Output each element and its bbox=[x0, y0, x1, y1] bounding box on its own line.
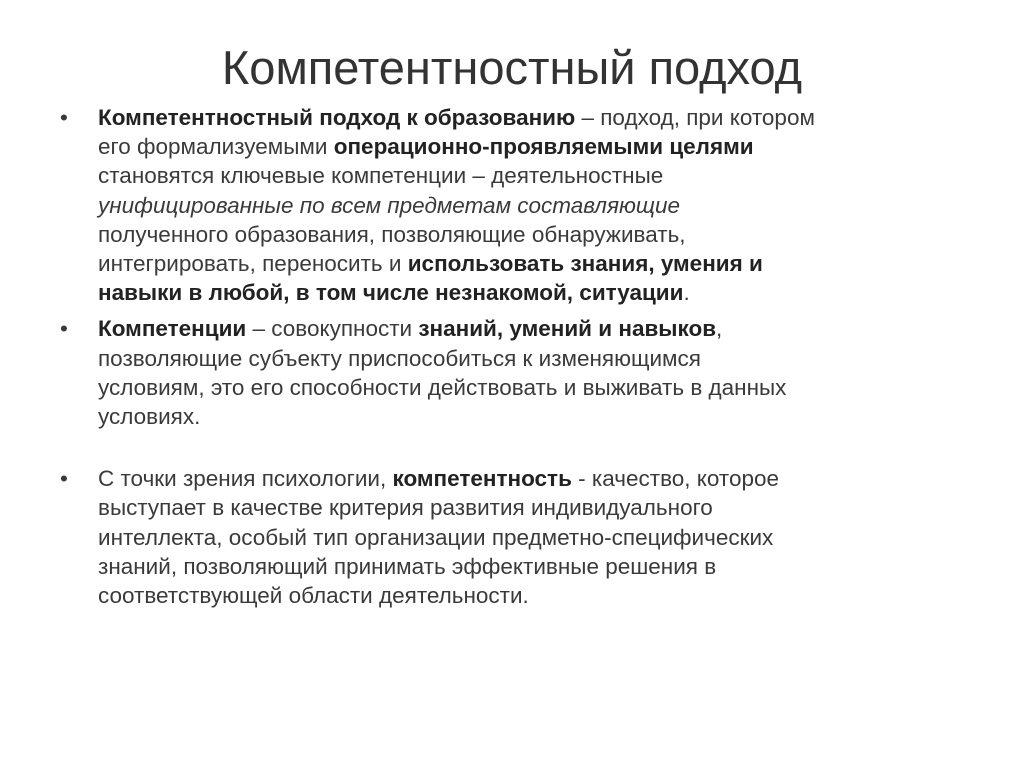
text-run: интегрировать, переносить и bbox=[98, 251, 408, 277]
bullet-item bbox=[60, 103, 960, 307]
text-run: - качество, которое bbox=[571, 466, 780, 492]
bullet-marker: • bbox=[60, 316, 68, 342]
slide-title: Компетентностный подход bbox=[221, 41, 803, 94]
text-run: – подход, при котором bbox=[575, 105, 815, 130]
text-line bbox=[98, 278, 960, 307]
text-line bbox=[98, 581, 960, 610]
bold-text-run: навыки в любой, в том числе незнакомой, ситуации bbox=[98, 280, 684, 306]
bullet-marker: • bbox=[60, 466, 68, 492]
text-line bbox=[98, 103, 960, 132]
text-line bbox=[98, 220, 960, 249]
bold-text-run: компетентность bbox=[392, 466, 572, 492]
bullet-text bbox=[98, 103, 960, 307]
text-line bbox=[98, 552, 960, 581]
text-run: полученного образования, позволяющие обнаруживать, bbox=[98, 221, 686, 247]
bold-text-run: Компетенции bbox=[98, 316, 247, 342]
text-run: условиях. bbox=[98, 404, 201, 430]
text-run: соответствующей области деятельности. bbox=[98, 583, 529, 609]
text-line bbox=[98, 464, 960, 493]
bold-text-run: использовать знания, умения и bbox=[407, 251, 763, 277]
text-line bbox=[98, 402, 960, 431]
text-run: знаний, позволяющий принимать эффективные решения в bbox=[98, 553, 717, 579]
text-run: становятся ключевые компетенции – деятельностные bbox=[98, 163, 664, 189]
bullet-text bbox=[98, 314, 960, 431]
bullet-text bbox=[98, 464, 960, 610]
text-line bbox=[98, 523, 960, 552]
text-line bbox=[98, 314, 960, 343]
text-run: позволяющие субъекту приспособиться к изменяющимся bbox=[98, 345, 701, 371]
text-line bbox=[98, 191, 960, 220]
bold-text-run: Компетентностный подход к образованию bbox=[98, 105, 576, 130]
bullet-marker: • bbox=[60, 105, 68, 130]
text-line bbox=[98, 161, 960, 190]
text-run: выступает в качестве критерия развития индивидуального bbox=[98, 495, 713, 521]
text-line bbox=[98, 373, 960, 402]
text-run: условиям, это его способности действовать и выживать в данных bbox=[98, 374, 787, 400]
text-run: С точки зрения психологии, bbox=[98, 466, 393, 492]
text-line bbox=[98, 344, 960, 373]
text-run: , bbox=[716, 316, 723, 342]
text-line bbox=[98, 493, 960, 522]
text-run: интеллекта, особый тип организации предметно-специфических bbox=[98, 524, 774, 550]
text-run: . bbox=[683, 280, 690, 306]
text-line bbox=[98, 132, 960, 161]
text-run: – совокупности bbox=[246, 316, 419, 342]
bullet-item bbox=[60, 314, 960, 431]
bullet-list bbox=[60, 103, 960, 610]
text-run: его формализуемыми bbox=[98, 134, 334, 160]
bold-text-run: операционно-проявляемыми целями bbox=[333, 134, 754, 160]
text-line bbox=[98, 249, 960, 278]
bold-text-run: знаний, умений и навыков bbox=[418, 316, 717, 342]
italic-text-run: унифицированные по всем предметам составляющие bbox=[98, 192, 681, 218]
bullet-item bbox=[60, 464, 960, 610]
